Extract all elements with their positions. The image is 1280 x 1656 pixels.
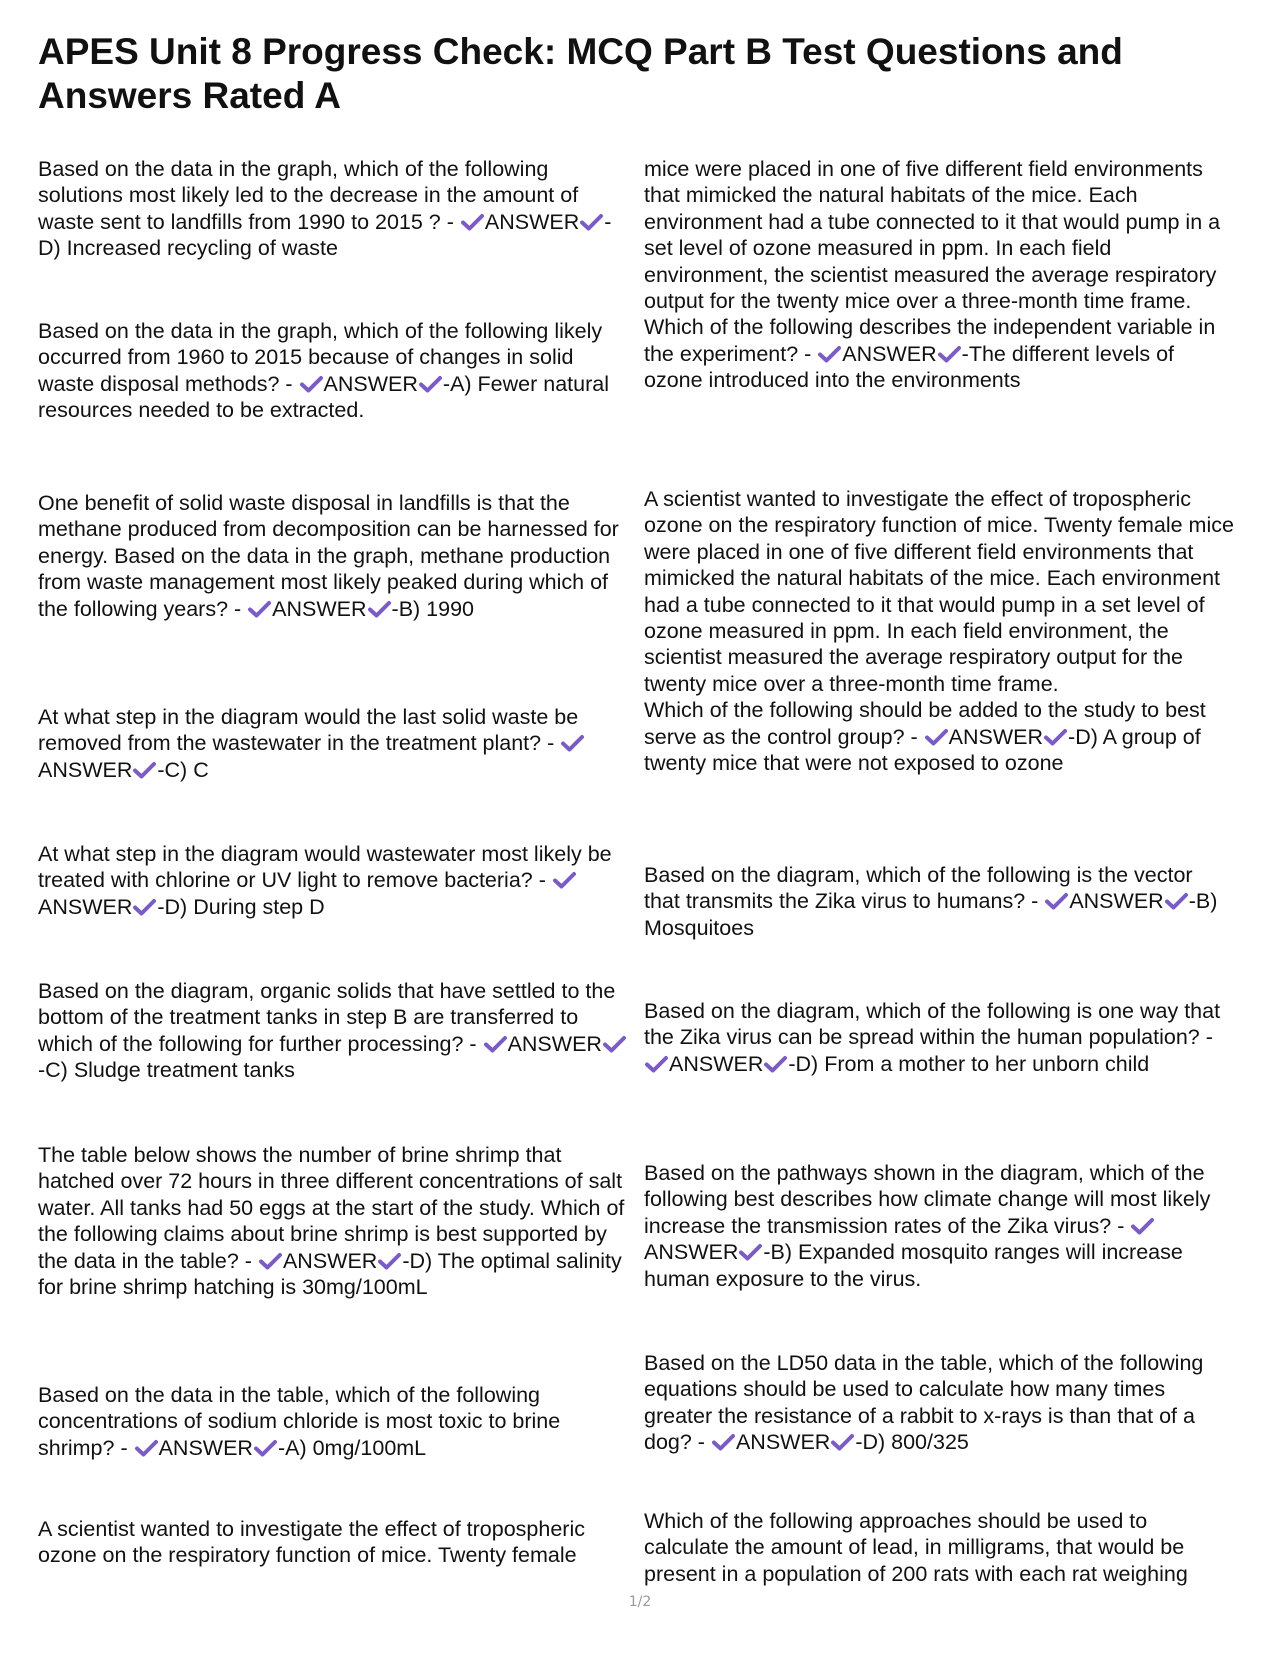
answer-text: -C) Sludge treatment tanks: [38, 1058, 295, 1083]
answer-text: -C) C: [157, 757, 209, 782]
check-icon: [258, 1252, 283, 1270]
qa-item: [644, 156, 1234, 394]
answer-label: ANSWER: [323, 371, 418, 396]
check-icon: [299, 375, 324, 393]
qa-item: [644, 486, 1234, 776]
check-icon: [830, 1433, 855, 1451]
check-icon: [418, 375, 443, 393]
check-icon: [134, 1439, 159, 1457]
question-text: Based on the pathways shown in the diagram, which of the following best describes how climate change will most likely increase the transmission rates of the Zika virus? -: [644, 1161, 1211, 1238]
question-text: A scientist wanted to investigate the effect of tropospheric ozone on the respiratory function of mice. Twenty female: [38, 1517, 585, 1568]
check-icon: [367, 600, 392, 618]
answer-label: ANSWER: [842, 341, 937, 366]
check-icon: [247, 600, 272, 618]
question-text: The table below shows the number of brine shrimp that hatched over 72 hours in three different concentrations of salt water. All tanks had 50 eggs at the start of the study. Which of the following claims about brine shrimp is best supported by the data in the table? -: [38, 1143, 625, 1273]
qa-item: [644, 862, 1234, 941]
answer-label: ANSWER: [948, 724, 1044, 749]
answer-text: -B) Mosquitoes: [644, 889, 1218, 940]
check-icon: [579, 213, 604, 231]
question-text: Based on the data in the graph, which of the following likely occurred from 1960 to 2015 because of changes in solid waste disposal methods? -: [38, 319, 603, 396]
question-text: Based on the data in the graph, which of the following solutions most likely led to the decrease in the amount of waste sent to landfills from 1990 to 2015 ? -: [38, 157, 579, 234]
qa-item: [644, 1160, 1234, 1292]
qa-item: [644, 998, 1234, 1077]
answer-text: -B) 1990: [391, 596, 474, 621]
check-icon: [763, 1055, 788, 1073]
question-text: A scientist wanted to investigate the effect of tropospheric ozone on the respiratory function of mice. Twenty female mice were placed in one of five different field environments that mimicked the natural habitats of the mice. Each environment had a tube connected to it that would pump in a set level of ozone measured in ppm. In each field environment, the scientist measured the average respiratory output for the twenty mice over a three-month time frame. Which of the following should be added to the study to best serve as the control group? -: [644, 487, 1234, 749]
qa-item: [38, 978, 630, 1084]
answer-label: ANSWER: [507, 1031, 602, 1056]
answer-label: ANSWER: [38, 757, 133, 782]
answer-label: ANSWER: [735, 1430, 831, 1455]
question-text: Which of the following approaches should be used to calculate the amount of lead, in milligrams, that would be present in a population of 200 rats with each rat weighing: [644, 1509, 1188, 1586]
qa-item: [38, 1516, 630, 1569]
answer-text: -D) During step D: [157, 894, 325, 919]
question-text: mice were placed in one of five different field environments that mimicked the natural habitats of the mice. Each environment had a tube connected to it that would pump in a set level of ozone measured in ppm. In each field environment, the scientist measured the average respiratory output for the twenty mice over a three-month time frame. Which of the following describes the independent variable in the experiment? -: [644, 157, 1221, 366]
check-icon: [1044, 892, 1069, 910]
check-icon: [1164, 892, 1189, 910]
check-icon: [937, 345, 962, 363]
answer-text: -The different levels of ozone introduced into the environments: [644, 341, 1174, 393]
answer-text: -B) Expanded mosquito ranges will increase human exposure to the virus.: [644, 1240, 1183, 1291]
check-icon: [738, 1243, 763, 1261]
check-icon: [644, 1055, 669, 1073]
check-icon: [924, 728, 949, 746]
check-icon: [132, 898, 157, 916]
qa-item: [38, 490, 630, 622]
answer-label: ANSWER: [484, 209, 580, 234]
check-icon: [560, 734, 585, 752]
answer-label: ANSWER: [38, 894, 133, 919]
question-text: At what step in the diagram would wastewater most likely be treated with chlorine or UV light to remove bacteria? -: [38, 842, 612, 893]
question-text: At what step in the diagram would the last solid waste be removed from the wastewater in the treatment plant? -: [38, 705, 579, 756]
answer-label: ANSWER: [158, 1435, 253, 1460]
answer-label: ANSWER: [1069, 889, 1164, 914]
qa-item: [38, 1142, 630, 1300]
answer-label: ANSWER: [669, 1051, 764, 1076]
qa-item: [38, 318, 630, 424]
check-icon: [377, 1252, 402, 1270]
check-icon: [253, 1439, 278, 1457]
check-icon: [460, 213, 485, 231]
check-icon: [552, 871, 577, 889]
document-title: APES Unit 8 Progress Check: MCQ Part B Test Questions and Answers Rated A: [38, 31, 1123, 116]
qa-item: [38, 704, 630, 783]
answer-text: -D) Increased recycling of waste: [38, 209, 612, 261]
check-icon: [602, 1035, 627, 1053]
qa-item: [38, 841, 630, 920]
question-text: Based on the diagram, which of the following is one way that the Zika virus can be spread within the human population? -: [644, 999, 1221, 1050]
answer-label: ANSWER: [644, 1240, 739, 1265]
question-text: Based on the data in the table, which of the following concentrations of sodium chloride is most toxic to brine shrimp? -: [38, 1383, 561, 1460]
question-text: Based on the LD50 data in the table, which of the following equations should be used to calculate how many times greater the resistance of a rabbit to x-rays is than that of a dog? -: [644, 1351, 1204, 1455]
answer-text: -D) The optimal salinity for brine shrimp hatching is 30mg/100mL: [38, 1248, 622, 1300]
qa-item: [644, 1350, 1234, 1456]
check-icon: [817, 345, 842, 363]
answer-text: -A) 0mg/100mL: [277, 1435, 427, 1460]
check-icon: [132, 761, 157, 779]
qa-item: [644, 1508, 1234, 1587]
check-icon: [1130, 1217, 1155, 1235]
check-icon: [483, 1035, 508, 1053]
check-icon: [1043, 728, 1068, 746]
question-text: Based on the diagram, which of the following is the vector that transmits the Zika virus to humans? -: [644, 863, 1193, 914]
answer-label: ANSWER: [282, 1248, 378, 1273]
check-icon: [711, 1433, 736, 1451]
answer-text: -D) From a mother to her unborn child: [788, 1051, 1150, 1076]
answer-text: -D) 800/325: [855, 1430, 969, 1455]
answer-text: -A) Fewer natural resources needed to be extracted.: [38, 371, 609, 423]
answer-label: ANSWER: [272, 596, 367, 621]
page-indicator: 1/2: [628, 1594, 652, 1610]
question-text: Based on the diagram, organic solids that have settled to the bottom of the treatment tanks in step B are transferred to which of the following for further processing? -: [38, 979, 616, 1056]
question-text: One benefit of solid waste disposal in landfills is that the methane produced from decomposition can be harnessed for energy. Based on the data in the graph, methane production from waste management most likely peaked during which of the following years? -: [38, 491, 619, 621]
qa-item: [38, 156, 630, 262]
qa-item: [38, 1382, 630, 1461]
answer-text: -D) A group of twenty mice that were not exposed to ozone: [644, 724, 1201, 776]
